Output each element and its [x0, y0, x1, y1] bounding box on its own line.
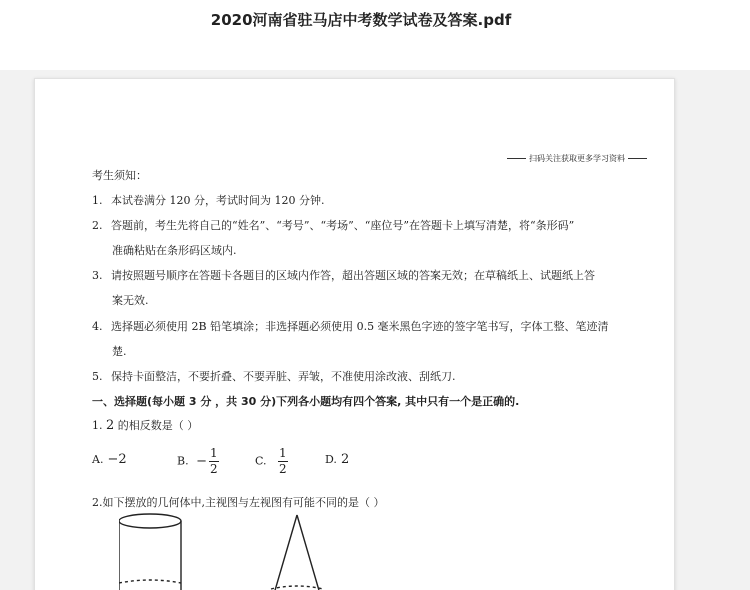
pdf-page[interactable]: [34, 78, 675, 590]
question-2: 2.如下摆放的几何体中,主视图与左视图有可能不同的是（ ）: [92, 496, 385, 509]
option-value: −2: [107, 452, 127, 467]
rule-left: [507, 158, 526, 159]
option-c: [255, 446, 288, 477]
option-label: C.: [255, 454, 267, 468]
notice-item: [92, 318, 609, 334]
notice-text: 保持卡面整洁，不要折叠、不要弄脏、弄皱，不准使用涂改液、刮纸刀.: [111, 370, 456, 383]
option-label: B.: [177, 454, 189, 468]
notice-item: [92, 267, 595, 283]
numerator: 1: [210, 446, 218, 460]
option-sign: −: [196, 453, 207, 469]
page-header-note: [504, 153, 650, 164]
notice-item: [92, 192, 324, 208]
notice-continuation: 案无效.: [112, 294, 149, 307]
denominator: 2: [279, 462, 287, 476]
document-title: 2020河南省驻马店中考数学试卷及答案.pdf: [210, 11, 512, 29]
notice-number: 1.: [92, 194, 103, 207]
top-bar: [0, 0, 750, 70]
notice-number: 3.: [92, 269, 103, 282]
fraction: [278, 446, 288, 477]
option-a: [92, 452, 127, 467]
option-label: D.: [325, 453, 337, 466]
denominator: 2: [210, 462, 218, 476]
geometry-figures: [119, 511, 419, 590]
question-number: 1.: [92, 419, 103, 432]
fraction: [209, 446, 219, 477]
notice-text: 选择题必须使用 2B 铅笔填涂；非选择题必须使用 0.5 毫米黑色字迹的签字笔书写，字体工整、笔迹清: [111, 320, 609, 333]
notice-number: 4.: [92, 320, 103, 333]
notice-text: 请按照题号顺序在答题卡各题目的区域内作答，超出答题区域的答案无效；在草稿纸上、试题纸上答: [111, 269, 595, 282]
question-value: 2: [106, 418, 115, 433]
notice-text: 本试卷满分 120 分，考试时间为 120 分钟.: [111, 194, 325, 207]
option-d: [325, 452, 349, 467]
numerator: 1: [279, 446, 287, 460]
notice-continuation: 楚.: [112, 345, 127, 358]
section-heading: 一、选择题(每小题 3 分 ，共 30 分)下列各小题均有四个答案, 其中只有一个是正确的.: [92, 395, 520, 408]
question-1: [92, 417, 198, 433]
notice-number: 2.: [92, 219, 103, 232]
notice-item: [92, 368, 456, 384]
question-text: 的相反数是（ ）: [117, 419, 199, 432]
rule-right: [628, 158, 647, 159]
option-label: A.: [92, 453, 104, 466]
cone-figure: [269, 515, 325, 590]
notice-number: 5.: [92, 370, 103, 383]
notice-item: [92, 217, 574, 233]
notice-text: 答题前，考生先将自己的“姓名”、“考号”、“考场”、“座位号”在答题卡上填写清楚，将“条形码”: [111, 219, 575, 232]
cylinder-figure: [119, 514, 181, 590]
option-value: 2: [340, 452, 350, 467]
option-b: [177, 446, 219, 477]
header-note-text: 扫码关注获取更多学习资料: [529, 154, 625, 163]
notice-continuation: 准确粘贴在条形码区域内.: [112, 244, 237, 257]
notice-title: 考生须知：: [92, 169, 147, 182]
